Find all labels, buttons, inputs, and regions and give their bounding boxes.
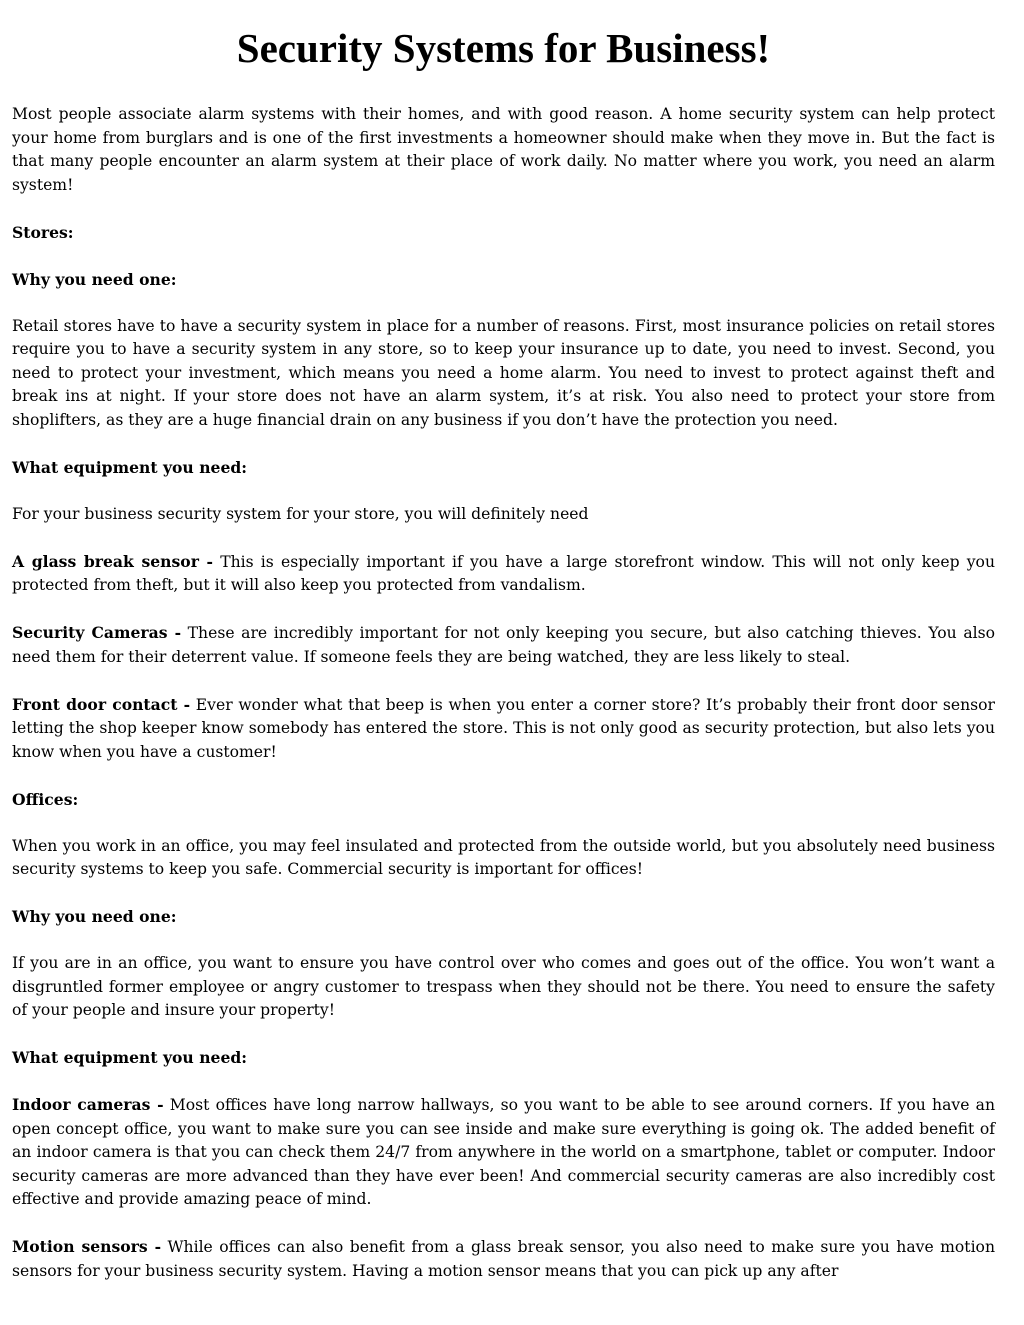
- stores-equipment-intro: For your business security system for your store, you will definitely need: [12, 504, 589, 523]
- equipment-item-indoor-cameras: [12, 1093, 995, 1212]
- equipment-item-security-cameras: [12, 621, 995, 669]
- equipment-item-text: While offices can also benefit from a glass break sensor, you also need to make sure you have motion sensors for your business security system. Having a motion sensor means that you can pick up any after: [12, 1238, 995, 1280]
- equipment-item-text: This is especially important if you have a large storefront window. This will not only keep you protected from theft, but it will also keep you protected from vandalism.: [12, 552, 995, 594]
- subheading-offices-why: Why you need one:: [12, 907, 177, 926]
- equipment-item-text: Most offices have long narrow hallways, so you want to be able to see around corners. If you have an open concept office, you want to make sure you can see inside and make sure everything is going ok. The added benefit of an indoor camera is that you can check them 24/7 from anywhere in the world on a smartphone, tablet or computer. Indoor security cameras are more advanced than they have ever been! And commercial security cameras are also incredibly cost effective and provide amazing peace of mind.: [12, 1096, 995, 1208]
- equipment-item-front-door-contact: [12, 693, 995, 765]
- equipment-item-label: Front door contact -: [12, 694, 191, 714]
- intro-paragraph: Most people associate alarm systems with their homes, and with good reason. A home security system can help protect your home from burglars and is one of the first investments a homeowner should make when they move in. But the fact is that many people encounter an alarm system at their place of work daily. No matter where you work, you need an alarm system!: [12, 105, 995, 194]
- equipment-item-label: A glass break sensor -: [12, 551, 214, 571]
- equipment-item-text: Ever wonder what that beep is when you enter a corner store? It’s probably their front door sensor letting the shop keeper know somebody has entered the store. This is not only good as security protection, but also lets you know when you have a customer!: [12, 695, 995, 761]
- document-body: [12, 103, 995, 1283]
- equipment-item-label: Indoor cameras -: [12, 1095, 164, 1114]
- document-page: [12, 0, 995, 1283]
- offices-why-paragraph: If you are in an office, you want to ensure you have control over who comes and goes out of the office. You won’t want a disgruntled former employee or angry customer to trespass when they should not be there. You need to ensure the safety of your people and insure your property!: [12, 954, 995, 1019]
- equipment-item-label: Security Cameras -: [12, 623, 182, 642]
- equipment-item-text: These are incredibly important for not only keeping you secure, but also catching thieves. You also need them for their deterrent value. If someone feels they are being watched, they are less likely to steal.: [12, 624, 995, 666]
- equipment-item-glass-break-sensor: [12, 550, 995, 598]
- offices-intro-paragraph: When you work in an office, you may feel insulated and protected from the outside world, but you absolutely need business security systems to keep you safe. Commercial security is important for offices!: [12, 836, 995, 878]
- subheading-offices-equipment: What equipment you need:: [12, 1048, 248, 1067]
- section-heading-offices: Offices:: [12, 789, 79, 809]
- equipment-item-label: Motion sensors -: [12, 1237, 162, 1256]
- stores-why-paragraph: Retail stores have to have a security system in place for a number of reasons. First, most insurance policies on retail stores require you to have a security system in any store, so to keep your insurance up to date, you need to invest. Second, you need to protect your investment, which means you need a home alarm. You need to invest to protect against theft and break ins at night. If your store does not have an alarm system, it’s at risk. You also need to protect your store from shoplifters, as they are a huge financial drain on any business if you don’t have the protection you need.: [12, 316, 995, 429]
- document-title: Security Systems for Business!: [236, 25, 771, 71]
- subheading-stores-equipment: What equipment you need:: [12, 457, 248, 477]
- equipment-item-motion-sensors: [12, 1235, 995, 1283]
- section-heading-stores: Stores:: [12, 222, 74, 242]
- subheading-stores-why: Why you need one:: [12, 269, 177, 289]
